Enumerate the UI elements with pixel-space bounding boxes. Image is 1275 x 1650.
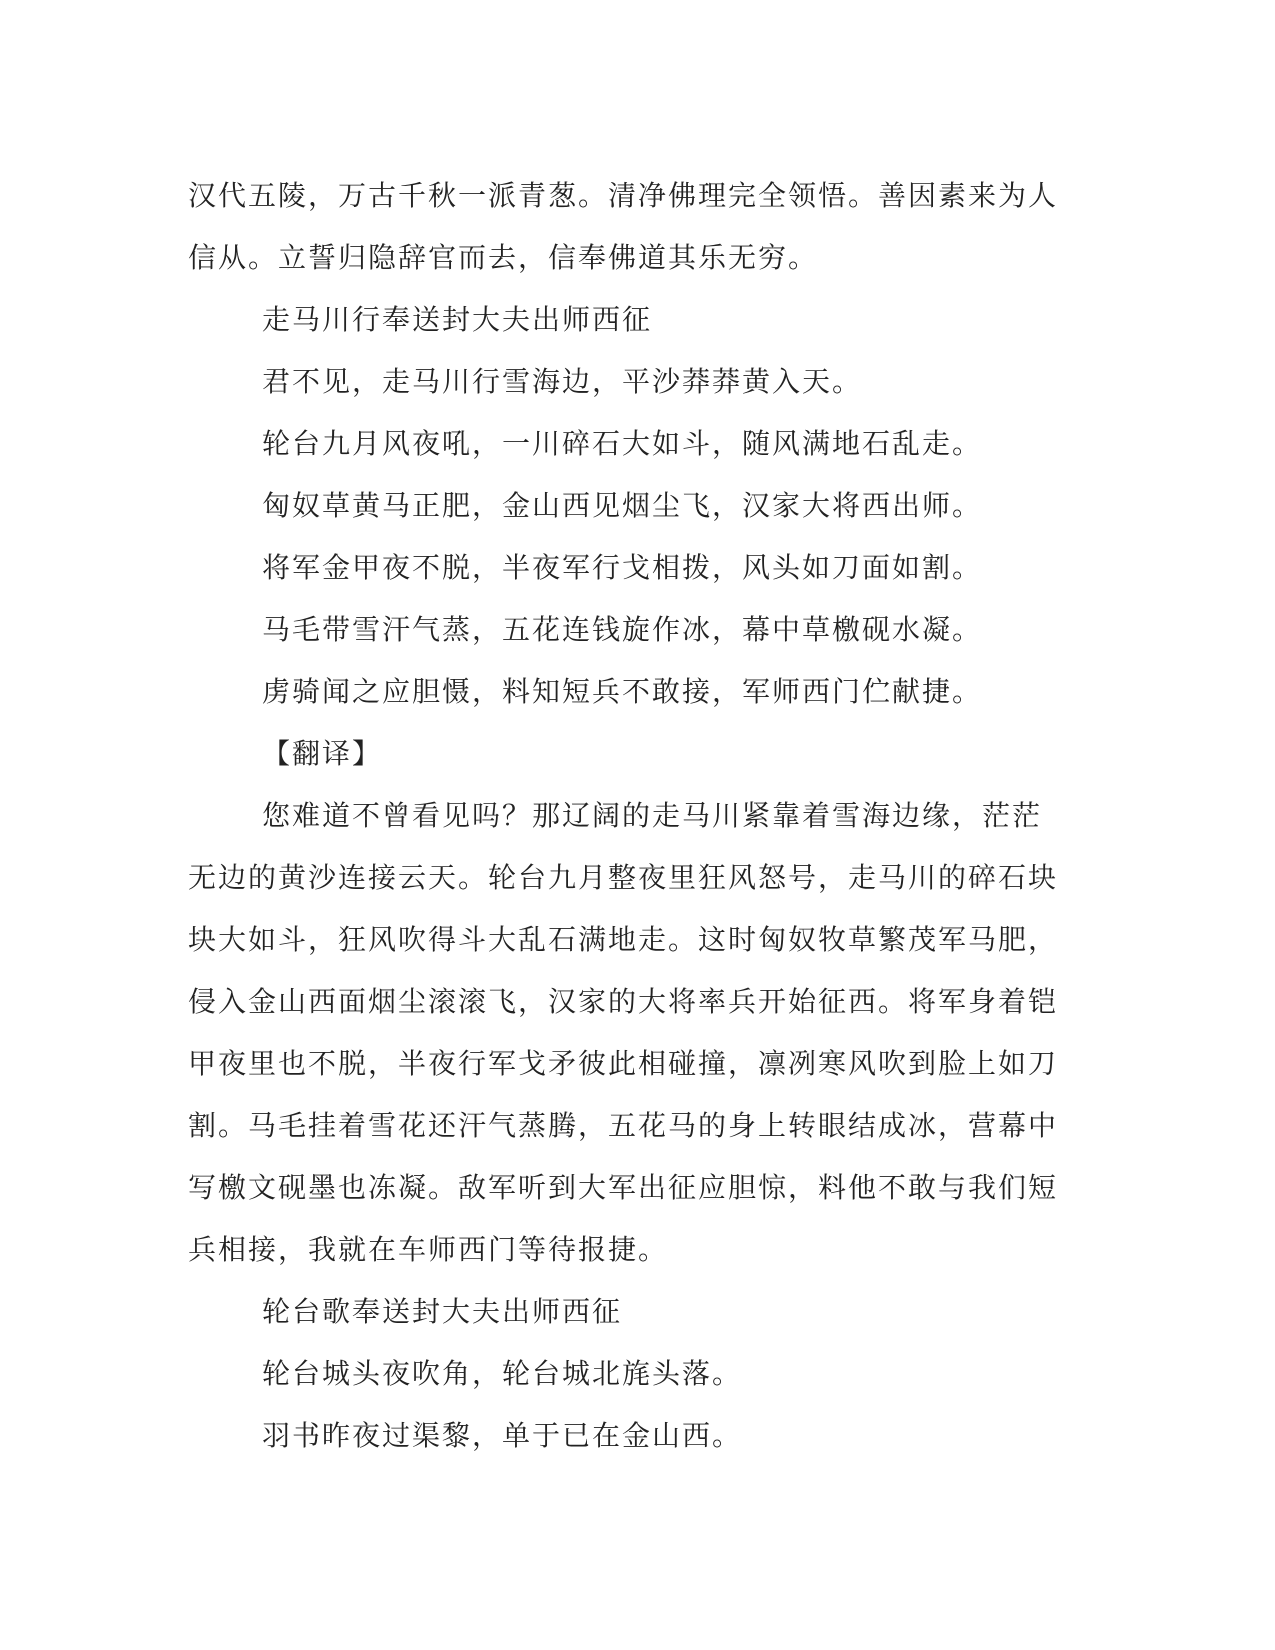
translation-heading: 【翻译】 <box>262 737 383 770</box>
poem2-line: 羽书昨夜过渠黎，单于已在金山西。 <box>262 1419 743 1452</box>
document-body <box>188 165 1070 1467</box>
poem1-line: 君不见，走马川行雪海边，平沙莽莽黄入天。 <box>262 365 863 398</box>
poem1-line: 将军金甲夜不脱，半夜军行戈相拨，风头如刀面如割。 <box>262 551 983 584</box>
translation-paragraph: 您难道不曾看见吗？那辽阔的走马川紧靠着雪海边缘，茫茫无边的黄沙连接云天。轮台九月整夜里狂风怒号，走马川的碎石块块大如斗，狂风吹得斗大乱石满地走。这时匈奴牧草繁茂军马肥，侵入金山西面烟尘滚滚飞，汉家的大将率兵开始征西。将军身着铠甲夜里也不脱，半夜行军戈矛彼此相碰撞，凛冽寒风吹到脸上如刀割。马毛挂着雪花还汗气蒸腾，五花马的身上转眼结成冰，营幕中写檄文砚墨也冻凝。敌军听到大军出征应胆惊，料他不敢与我们短兵相接，我就在车师西门等待报捷。 <box>188 799 1059 1266</box>
intro-paragraph: 汉代五陵，万古千秋一派青葱。清净佛理完全领悟。善因素来为人信从。立誓归隐辞官而去，信奉佛道其乐无穷。 <box>188 179 1059 274</box>
poem2-line: 轮台城头夜吹角，轮台城北旄头落。 <box>262 1357 743 1390</box>
poem1-title: 走马川行奉送封大夫出师西征 <box>262 303 653 336</box>
poem1-line: 匈奴草黄马正肥，金山西见烟尘飞，汉家大将西出师。 <box>262 489 983 522</box>
poem1-line: 轮台九月风夜吼，一川碎石大如斗，随风满地石乱走。 <box>262 427 983 460</box>
poem1-line: 马毛带雪汗气蒸，五花连钱旋作冰，幕中草檄砚水凝。 <box>262 613 983 646</box>
poem2-title: 轮台歌奉送封大夫出师西征 <box>262 1295 623 1328</box>
poem1-line: 虏骑闻之应胆慑，料知短兵不敢接，军师西门伫献捷。 <box>262 675 983 708</box>
